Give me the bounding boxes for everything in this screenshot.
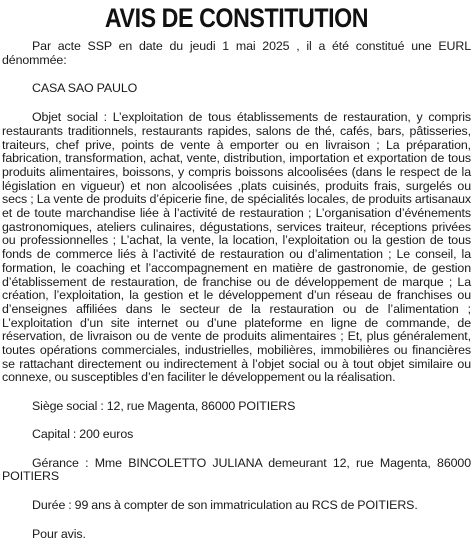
notice-title: AVIS DE CONSTITUTION bbox=[104, 3, 369, 33]
company-name: CASA SAO PAULO bbox=[32, 81, 138, 96]
duree: Durée : 99 ans à compter de son immatriculation au RCS de POITIERS. bbox=[32, 497, 418, 512]
intro-paragraph: Par acte SSP en date du jeudi 1 mai 2025 , il a été constitué une EURL dénommée: bbox=[2, 39, 471, 67]
capital: Capital : 200 euros bbox=[32, 426, 134, 441]
objet-social-paragraph: Objet social : L’exploitation de tous établissements de restauration, y compris restaurants traditionnels, restaurants rapides, salons de thé, cafés, bars, pâtisseries, traiteurs, chef prive, points de vente à emporter ou en livraison ; La préparation, fabrication, transformation, achat, vente, distribution, importation et exportation de tous produits alimentaires, boissons, y compris boissons alcoolisées (dans le respect de la législation en vigueur) et non alcoolisées ,plats cuisinés, produits frais, surgelés ou secs ; La vente de produits d’épicerie fine, de spécialités locales, de produits artisanaux et de toute marchandise liée à l’activité de restauration ; L’organisation d’événements gastronomiques, ateliers culinaires, dégustations, services traiteur, réceptions privées ou professionnelles ; L’achat, la vente, la location, l’exploitation ou la gestion de tous fonds de commerce liés à l’activité de restauration ou d’alimentation ; Le conseil, la formation, le coaching et l’accompagnement en matière de gastronomie, de gestion d’établissement de restauration, de franchise ou de développement de marque ; La création, l’exploitation, la gestion et le développement d’un réseau de franchises ou d’enseignes affiliées dans le secteur de la restauration ou de l’alimentation ; L’exploitation d’un site internet ou d’une plateforme en ligne de commande, de réservation, de livraison ou de vente de produits alimentaires ; Et, plus généralement, toutes opérations commerciales, industrielles, mobilières, immobilières ou financières se rattachant directement ou indirectement à l’objet social ou à tout objet similaire ou connexe, ou susceptibles d’en faciliter le développement ou la réalisation. bbox=[2, 110, 471, 385]
siege-social: Siège social : 12, rue Magenta, 86000 POITIERS bbox=[32, 399, 296, 414]
gerance-paragraph: Gérance : Mme BINCOLETTO JULIANA demeurant 12, rue Magenta, 86000 POITIERS bbox=[2, 455, 471, 484]
closing-text: Pour avis. bbox=[32, 526, 86, 541]
